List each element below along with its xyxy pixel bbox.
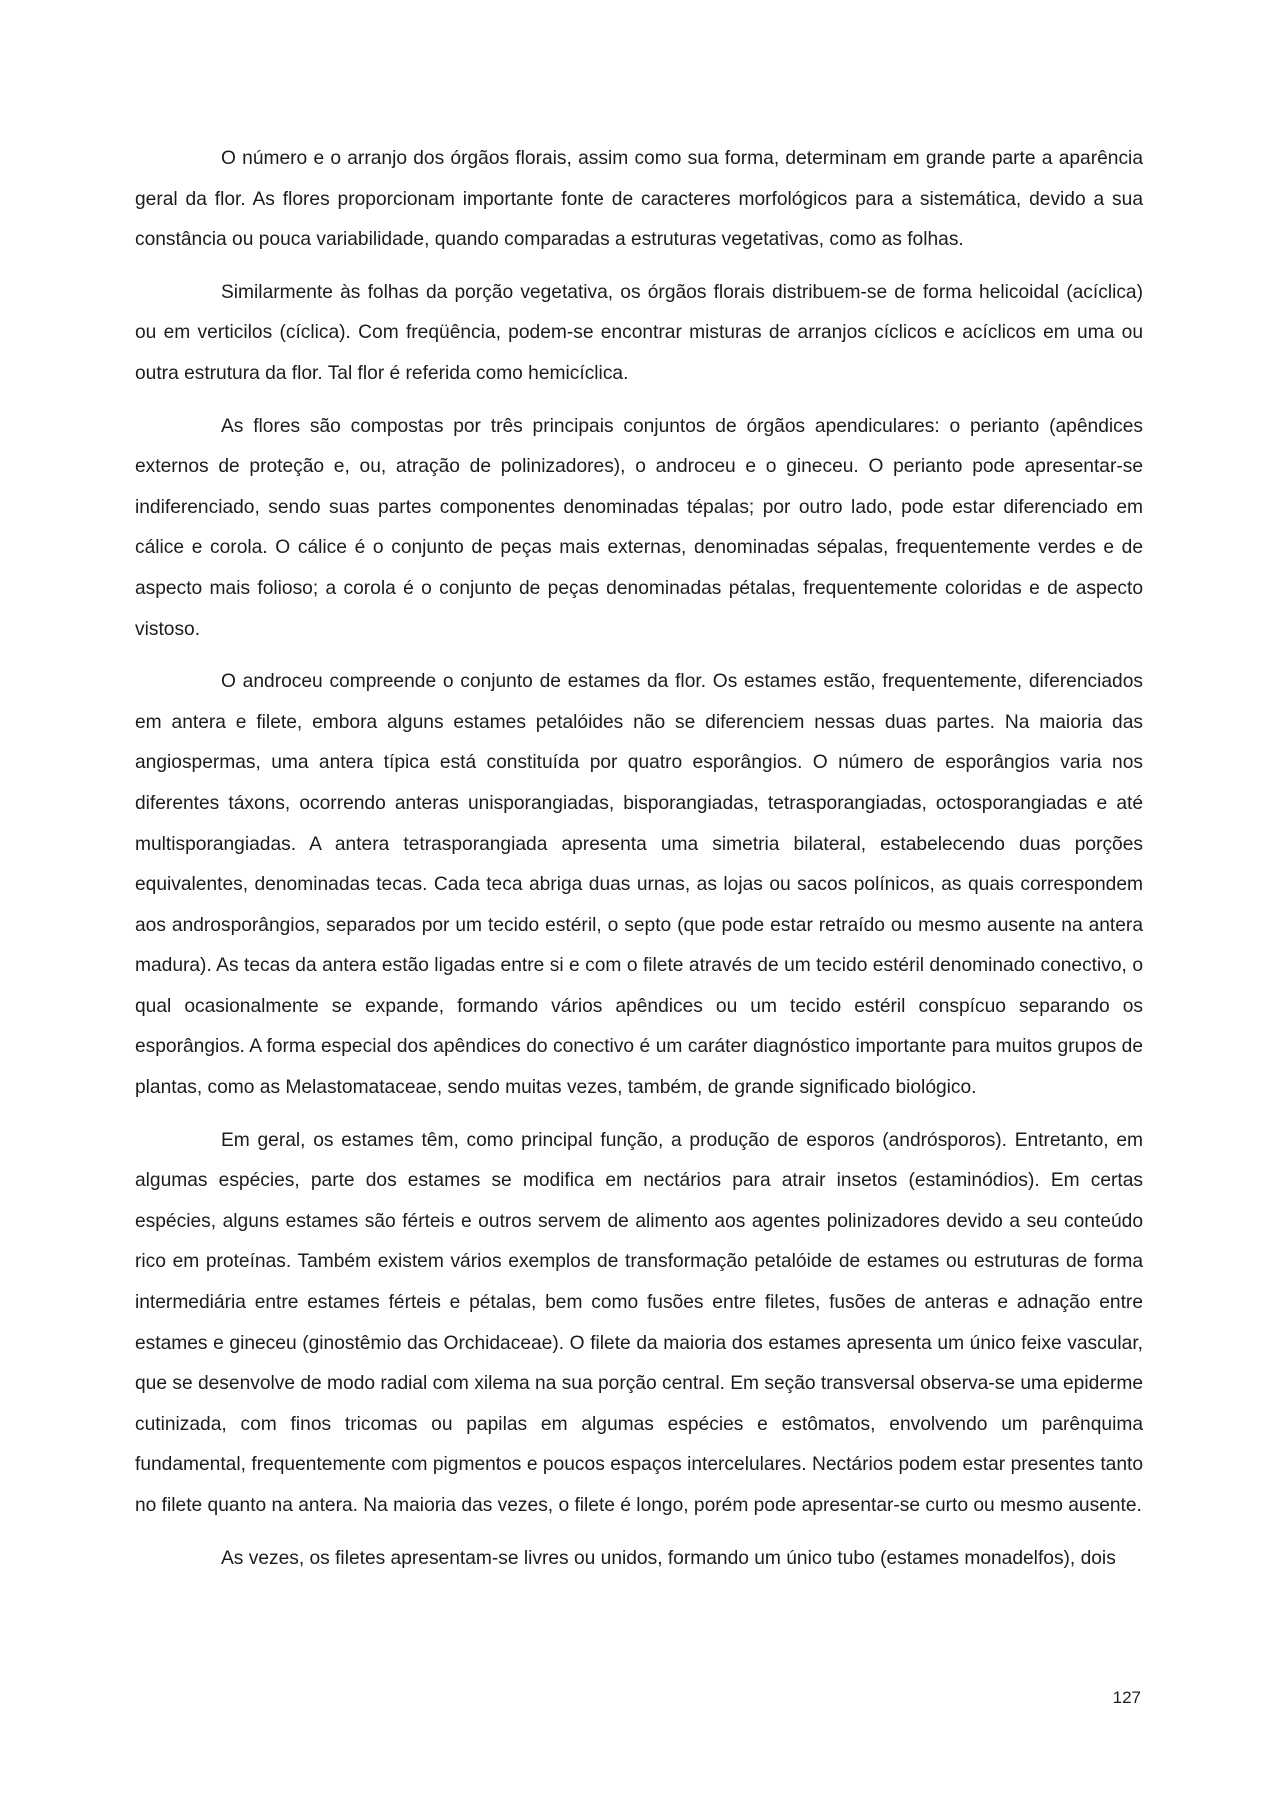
paragraph-androecium: O androceu compreende o conjunto de estames da flor. Os estames estão, frequentemente, diferenciados em antera e filete, embora alguns estames petalóides não se diferenciem nessas duas partes. Na maioria das angiospermas, uma antera típica está constituída por quatro esporângios. O número de esporângios varia nos diferentes táxons, ocorrendo anteras unisporangiadas, bisporangiadas, tetrasporangiadas, octosporangiadas e até multisporangiadas. A antera tetrasporangiada apresenta uma simetria bilateral, estabelecendo duas porções equivalentes, denominadas tecas. Cada teca abriga duas urnas, as lojas ou sacos polínicos, as quais correspondem aos androsporângios, separados por um tecido estéril, o septo (que pode estar retraído ou mesmo ausente na antera madura). As tecas da antera estão ligadas entre si e com o filete através de um tecido estéril denominado conectivo, o qual ocasionalmente se expande, formando vários apêndices ou um tecido estéril conspícuo separando os esporângios. A forma especial dos apêndices do conectivo é um caráter diagnóstico importante para muitos grupos de plantas, como as Melastomataceae, sendo muitas vezes, também, de grande significado biológico. xyxy=(135,671,1143,1099)
paragraph-stamen-function: Em geral, os estames têm, como principal função, a produção de esporos (andrósporos). Entretanto, em algumas espécies, parte dos estames se modifica em nectários para atrair insetos (estaminódios). Em certas espécies, alguns estames são férteis e outros servem de alimento aos agentes polinizadores devido a seu conteúdo rico em proteínas. Também existem vários exemplos de transformação petalóide de estames ou estruturas de forma intermediária entre estames férteis e pétalas, bem como fusões entre filetes, fusões de anteras e adnação entre estames e gineceu (ginostêmio das Orchidaceae). O filete da maioria dos estames apresenta um único feixe vascular, que se desenvolve de modo radial com xilema na sua porção central. Em seção transversal observa-se uma epiderme cutinizada, com finos tricomas ou papilas em algumas espécies e estômatos, envolvendo um parênquima fundamental, frequentemente com pigmentos e poucos espaços intercelulares. Nectários podem estar presentes tanto no filete quanto na antera. Na maioria das vezes, o filete é longo, porém pode apresentar-se curto ou mesmo ausente. xyxy=(135,1129,1143,1516)
paragraph-arrangement: Similarmente às folhas da porção vegetativa, os órgãos florais distribuem-se de forma helicoidal (acíclica) ou em verticilos (cíclica). Com freqüência, podem-se encontrar misturas de arranjos cíclicos e acíclicos em uma ou outra estrutura da flor. Tal flor é referida como hemicíclica. xyxy=(135,281,1143,384)
paragraph-floral-organs: O número e o arranjo dos órgãos florais, assim como sua forma, determinam em grande parte a aparência geral da flor. As flores proporcionam importante fonte de caracteres morfológicos para a sistemática, devido a sua constância ou pouca variabilidade, quando comparadas a estruturas vegetativas, como as folhas. xyxy=(135,148,1143,251)
page-number: 127 xyxy=(1112,1688,1141,1707)
body-text xyxy=(135,139,1143,1591)
paragraph-filaments: As vezes, os filetes apresentam-se livres ou unidos, formando um único tubo (estames monadelfos), dois xyxy=(221,1547,1116,1569)
paragraph-perianth: As flores são compostas por três principais conjuntos de órgãos apendiculares: o perianto (apêndices externos de proteção e, ou, atração de polinizadores), o androceu e o gineceu. O perianto pode apresentar-se indiferenciado, sendo suas partes componentes denominadas tépalas; por outro lado, pode estar diferenciado em cálice e corola. O cálice é o conjunto de peças mais externas, denominadas sépalas, frequentemente verdes e de aspecto mais folioso; a corola é o conjunto de peças denominadas pétalas, frequentemente coloridas e de aspecto vistoso. xyxy=(135,415,1143,640)
